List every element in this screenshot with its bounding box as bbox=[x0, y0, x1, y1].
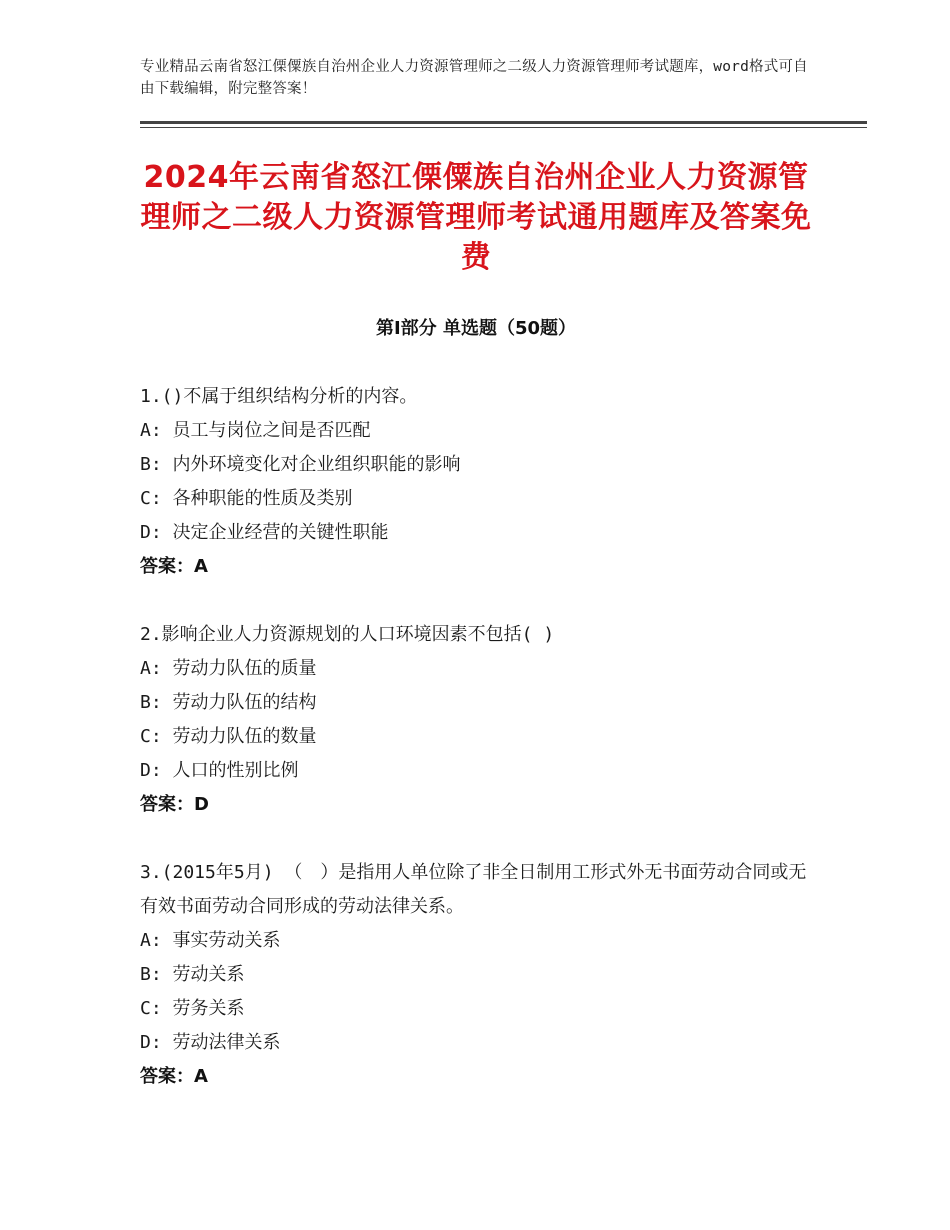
option-a: A: 事实劳动关系 bbox=[140, 930, 281, 951]
header-note: 专业精品云南省怒江傈僳族自治州企业人力资源管理师之二级人力资源管理师考试题库，word格式可自由下载编辑，附完整答案！ bbox=[140, 59, 808, 97]
option-d: D: 人口的性别比例 bbox=[140, 760, 299, 781]
option-d: D: 决定企业经营的关键性职能 bbox=[140, 522, 389, 543]
header-divider-thin bbox=[140, 127, 867, 128]
question-stem: 1.()不属于组织结构分析的内容。 bbox=[140, 386, 418, 407]
section-title: 第Ⅰ部分 单选题（50题） bbox=[375, 318, 576, 339]
answer-label: 答案：A bbox=[140, 1066, 208, 1087]
question-1 bbox=[140, 380, 820, 584]
question-stem: 3.(2015年5月) （ ）是指用人单位除了非全日制用工形式外无书面劳动合同或无有效书面劳动合同形成的劳动法律关系。 bbox=[140, 862, 807, 917]
option-c: C: 劳动力队伍的数量 bbox=[140, 726, 317, 747]
option-b: B: 内外环境变化对企业组织职能的影响 bbox=[140, 454, 461, 475]
option-a: A: 员工与岗位之间是否匹配 bbox=[140, 420, 371, 441]
option-a: A: 劳动力队伍的质量 bbox=[140, 658, 317, 679]
document-title: 2024年云南省怒江傈僳族自治州企业人力资源管理师之二级人力资源管理师考试通用题库及答案免费 bbox=[140, 160, 812, 275]
option-b: B: 劳动力队伍的结构 bbox=[140, 692, 317, 713]
option-c: C: 各种职能的性质及类别 bbox=[140, 488, 353, 509]
answer-label: 答案：A bbox=[140, 556, 208, 577]
question-list bbox=[140, 380, 820, 1128]
option-b: B: 劳动关系 bbox=[140, 964, 245, 985]
answer-label: 答案：D bbox=[140, 794, 209, 815]
option-c: C: 劳务关系 bbox=[140, 998, 245, 1019]
question-stem: 2.影响企业人力资源规划的人口环境因素不包括( ) bbox=[140, 624, 555, 645]
question-2 bbox=[140, 618, 820, 822]
question-3 bbox=[140, 856, 820, 1094]
header-divider-thick bbox=[140, 121, 867, 124]
option-d: D: 劳动法律关系 bbox=[140, 1032, 281, 1053]
